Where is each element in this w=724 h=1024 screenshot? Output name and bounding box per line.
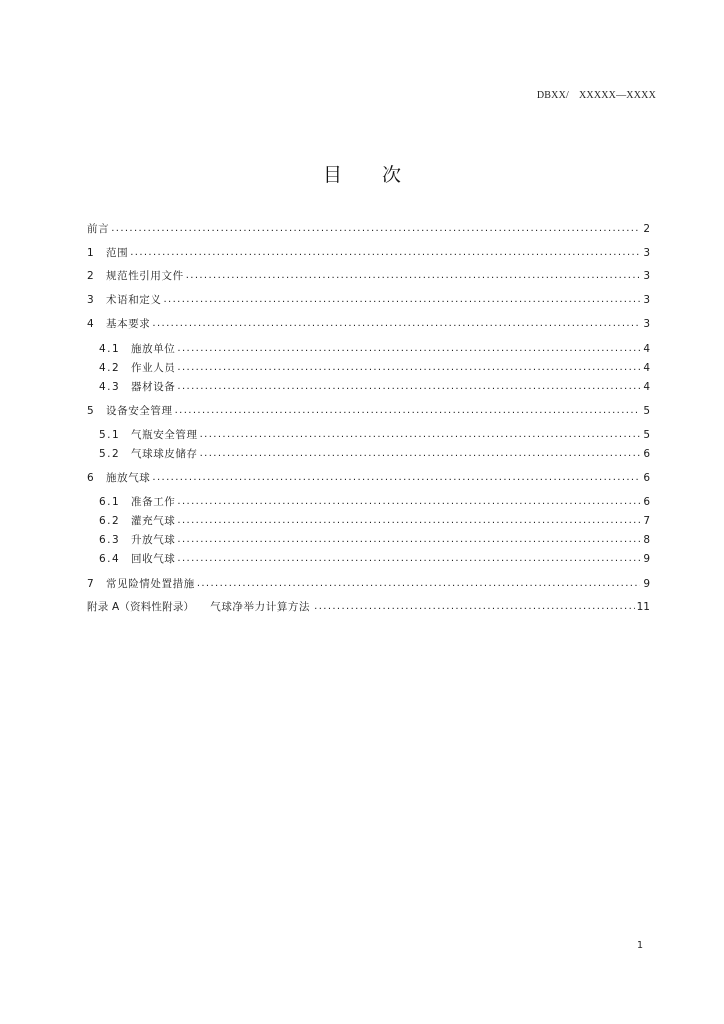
toc-entry-page: 5 [643,429,650,441]
toc-entry-number: 7 [87,578,94,590]
toc-entry-title: 气球球皮储存 [131,448,198,460]
toc-leader-dots [197,577,640,591]
toc-entry-title: 施放单位 [131,343,176,355]
toc-entry-number: 6.4 [99,553,121,565]
toc-entry-title: 气瓶安全管理 [131,429,198,441]
toc-entry-title: 作业人员 [131,362,176,374]
toc-entry[interactable] [87,242,650,260]
toc-entry-title: 术语和定义 [106,294,162,306]
toc-entry[interactable] [99,424,650,442]
toc-leader-dots [177,380,640,394]
toc-leader-dots [130,246,640,260]
toc-entry-title: 基本要求 [106,318,151,330]
toc-entry-title: 规范性引用文件 [106,270,184,282]
toc-entry-page: 9 [643,578,650,590]
toc-entry-page: 3 [643,294,650,306]
toc-leader-dots [200,447,640,461]
toc-entry[interactable] [87,265,650,283]
toc-entry-page: 3 [643,318,650,330]
toc-entry-page: 6 [643,448,650,460]
toc-leader-dots [152,471,640,485]
toc-leader-dots [152,317,640,331]
toc-entry-number: 6.1 [99,496,121,508]
toc-entry-title: 灌充气球 [131,515,176,527]
toc-entry-number: 3 [87,294,94,306]
toc-entry-title: 范围 [106,247,129,259]
toc-entry[interactable] [99,491,650,509]
toc-entry[interactable] [87,218,650,236]
toc-entry[interactable] [99,529,650,547]
toc-entry-title: 设备安全管理 [106,405,173,417]
toc-entry[interactable] [87,573,650,591]
toc-leader-dots [177,533,640,547]
toc-entry[interactable] [87,313,650,331]
toc-entry-number: 4 [87,318,94,330]
toc-entry-title: 器材设备 [131,381,176,393]
toc-entry-title: 回收气球 [131,553,176,565]
toc-entry-page: 7 [643,515,650,527]
appendix-title: 气球净举力计算方法 [210,601,311,613]
toc-entry-title: 准备工作 [131,496,176,508]
toc-leader-dots [177,552,640,566]
toc-leader-dots [177,361,640,375]
page-number: 1 [636,940,643,951]
toc-entry-title: 施放气球 [106,472,151,484]
toc-entry[interactable] [99,443,650,461]
toc-entry[interactable] [87,289,650,307]
toc-entry-page: 6 [643,496,650,508]
toc-entry-number: 6 [87,472,94,484]
document-code-number: XXXXX—XXXX [579,90,656,101]
toc-entry-appendix[interactable] [87,596,650,614]
title-char-2: 次 [382,164,402,186]
toc-entry-page: 6 [643,472,650,484]
toc-leader-dots [175,404,640,418]
toc-entry-page: 5 [643,405,650,417]
toc-entry[interactable] [99,357,650,375]
toc-entry-number: 4.3 [99,381,121,393]
toc-entry[interactable] [99,510,650,528]
toc-entry[interactable] [99,548,650,566]
toc-entry-number: 1 [87,247,94,259]
title-char-1: 目 [322,164,342,186]
toc-entry-title: 常见险情处置措施 [106,578,195,590]
toc-entry-page: 4 [643,362,650,374]
toc-entry-page: 4 [643,381,650,393]
toc-entry[interactable] [99,376,650,394]
toc-leader-dots [314,600,634,614]
toc-entry-page: 4 [643,343,650,355]
toc-entry-title: 升放气球 [131,534,176,546]
toc-entry-number: 6.3 [99,534,121,546]
toc-leader-dots [177,495,640,509]
toc-entry-page: 3 [643,270,650,282]
appendix-label: 附录 A（资料性附录） [87,601,195,613]
appendix-page: 11 [636,601,650,613]
toc-leader-dots [164,293,641,307]
toc-entry[interactable] [99,338,650,356]
toc-entry-title: 前言 [87,223,110,235]
toc-entry[interactable] [87,400,650,418]
toc-leader-dots [200,428,640,442]
toc-entry-number: 4.2 [99,362,121,374]
toc-entry-number: 5 [87,405,94,417]
toc-entry-number: 5.1 [99,429,121,441]
toc-leader-dots [177,514,640,528]
toc-entry-page: 2 [643,223,650,235]
toc-entry-number: 6.2 [99,515,121,527]
toc-leader-dots [111,222,640,236]
toc-leader-dots [177,342,640,356]
toc-entry-number: 4.1 [99,343,121,355]
document-code [537,90,656,101]
toc-entry-page: 9 [643,553,650,565]
page-title [0,160,724,187]
document-code-prefix: DBXX/ [536,90,569,101]
toc-entry[interactable] [87,467,650,485]
toc-entry-page: 8 [643,534,650,546]
toc-entry-number: 5.2 [99,448,121,460]
toc-leader-dots [186,269,640,283]
toc-entry-page: 3 [643,247,650,259]
toc-entry-number: 2 [87,270,94,282]
